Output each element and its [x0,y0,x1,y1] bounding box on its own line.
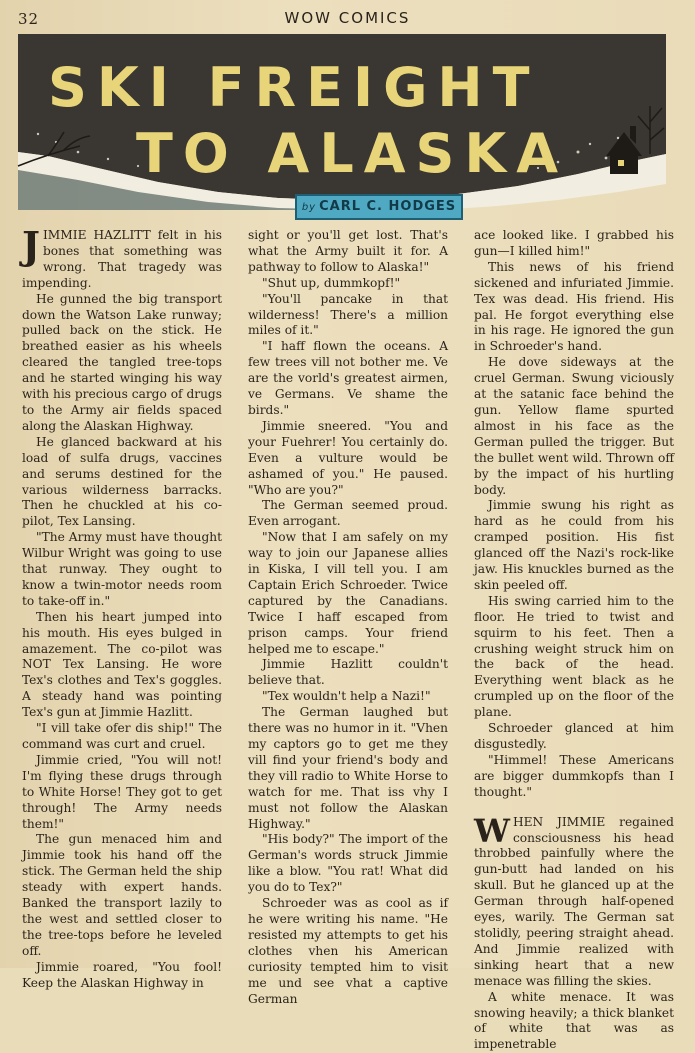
paragraph: The German seemed proud. Even arrogant. [248,498,448,529]
page-number: 32 [18,10,40,28]
paragraph: Jimmie roared, "You fool! Keep the Alaskan Highway in [22,959,222,990]
paragraph: "Now that I am safely on my way to join our Japanese allies in Kiska, I vill tell you. I am Captain Erich Schroeder. Twice captured by the Canadians. Twice I haff escaped from prison camps. Your friend helped me to escape." [248,530,448,656]
paragraph: This news of his friend sickened and infuriated Jimmie. Tex was dead. His friend. His pal. He forgot everything else in his rage. He ignored the gun in Schroeder's hand. [474,259,674,354]
paragraph: Schroeder glanced at him disgustedly. [474,721,674,751]
paragraph: A white menace. It was snowing heavily; a thick blanket of white that was as impenetrable [474,989,674,1052]
byline-prefix: by [301,202,317,213]
paragraph: "I haff flown the oceans. A few trees vill not bother me. Ve are the vorld's greatest airmen, ve Germans. Ve shame the birds." [248,339,448,417]
paragraph: "The Army must have thought Wilbur Wright was going to use that runway. They ought to know a twin-motor needs room to take-off in." [22,530,222,608]
paragraph: The German laughed but there was no humor in it. "Vhen my captors go to get me they vill find your friend's body and they vill radio to White Horse to watch for me. That iss vhy I must not follow the Alaskan Highway." [248,705,448,831]
running-head: WOW COMICS [284,9,411,27]
byline-author: CARL C. HODGES [319,199,457,214]
story-title-line-2: TO ALASKA [136,122,569,185]
drop-cap: W [474,811,510,850]
paragraph: He gunned the big transport down the Watson Lake runway; pulled back on the stick. He breathed easier as his wheels cleared the tangled tree-tops and he started winging his way with his precious cargo of drugs to the Army air fields spaced along the Alaskan Highway. [22,291,222,433]
paragraph: "You'll pancake in that wilderness! There's a million miles of it." [248,291,448,338]
paragraph: His swing carried him to the floor. He tried to twist and squirm to his feet. Then a crushing weight struck him on the back of the head. Everything went black as he crumpled up on the floor of the plane. [474,593,674,720]
paragraph: Then his heart jumped into his mouth. His eyes bulged in amazement. The co-pilot was NOT Tex Lansing. He wore Tex's clothes and Tex's goggles. A steady hand was pointing Tex's gun at Jimmie Hazlitt. [22,609,222,720]
byline-ribbon [295,194,463,220]
paragraph: "Himmel! These Americans are bigger dummkopfs than I thought." [474,752,674,799]
paragraph: "Tex wouldn't help a Nazi!" [262,689,431,704]
paragraph: Jimmie cried, "You will not! I'm flying these drugs through to White Horse! They got to get through! The Army needs them!" [22,752,222,831]
paragraph: Jimmie Hazlitt couldn't believe that. [248,657,448,688]
paragraph: "I vill take ofer dis ship!" The command was curt and cruel. [22,721,222,751]
paragraph: WHEN JIMMIE regained consciousness his head throbbed painfully where the gun-butt had landed on his skull. But he glanced up at the German through half-opened eyes, warily. The German sat stolidly, peering straight ahead. And Jimmie realized with sinking heart that a new menace was filling the skies. [474,811,674,988]
drop-cap: J [22,223,40,268]
paragraph: He dove sideways at the cruel German. Swung viciously at the satanic face behind the gun. Yellow flame spurted almost in his face as the German pulled the trigger. But the bullet went wild. Thrown off by the impact of his hurtling body. [474,355,674,497]
paragraph: JIMMIE HAZLITT felt in his bones that something was wrong. That tragedy was impending. [22,223,222,290]
paragraph: "Shut up, dummkopf!" [262,275,401,290]
paragraph: Jimmie sneered. "You and your Fuehrer! You certainly do. Even a vulture would be ashamed of you." He paused. "Who are you?" [248,418,448,497]
paragraph: "His body?" The import of the German's words struck Jimmie like a blow. "You rat! What did you do to Tex?" [248,832,448,895]
story-title-line-1: SKI FREIGHT [48,56,540,119]
paragraph: Jimmie swung his right as hard as he could from his cramped position. His fist glanced off the Nazi's rock-like jaw. His knuckles burned as the skin peeled off. [474,498,674,592]
text-column-1 [22,223,222,992]
text-column-2 [248,228,448,1007]
paragraph: Schroeder was as cool as if he were writing his name. "He resisted my attempts to get his clothes vhen his American curiosity tempted him to visit me und see vhat a captive German [248,896,448,1006]
title-banner [18,34,666,210]
paragraph: He glanced backward at his load of sulfa drugs, vaccines and serums destined for the various wilderness barracks. Then he chuckled at his co-pilot, Tex Lansing. [22,434,222,529]
paragraph: The gun menaced him and Jimmie took his hand off the stick. The German held the ship steady with expert hands. Banked the transport lazily to the west and settled closer to the tree-tops before he leveled off. [22,832,222,958]
paragraph: ace looked like. I grabbed his gun—I killed him!" [474,228,674,258]
story-columns [22,223,676,1052]
paragraph: sight or you'll get lost. That's what the Army built it for. A pathway to follow to Alaska!" [248,228,448,274]
title-banner-illustration [18,34,666,210]
text-column-3 [474,228,674,1053]
